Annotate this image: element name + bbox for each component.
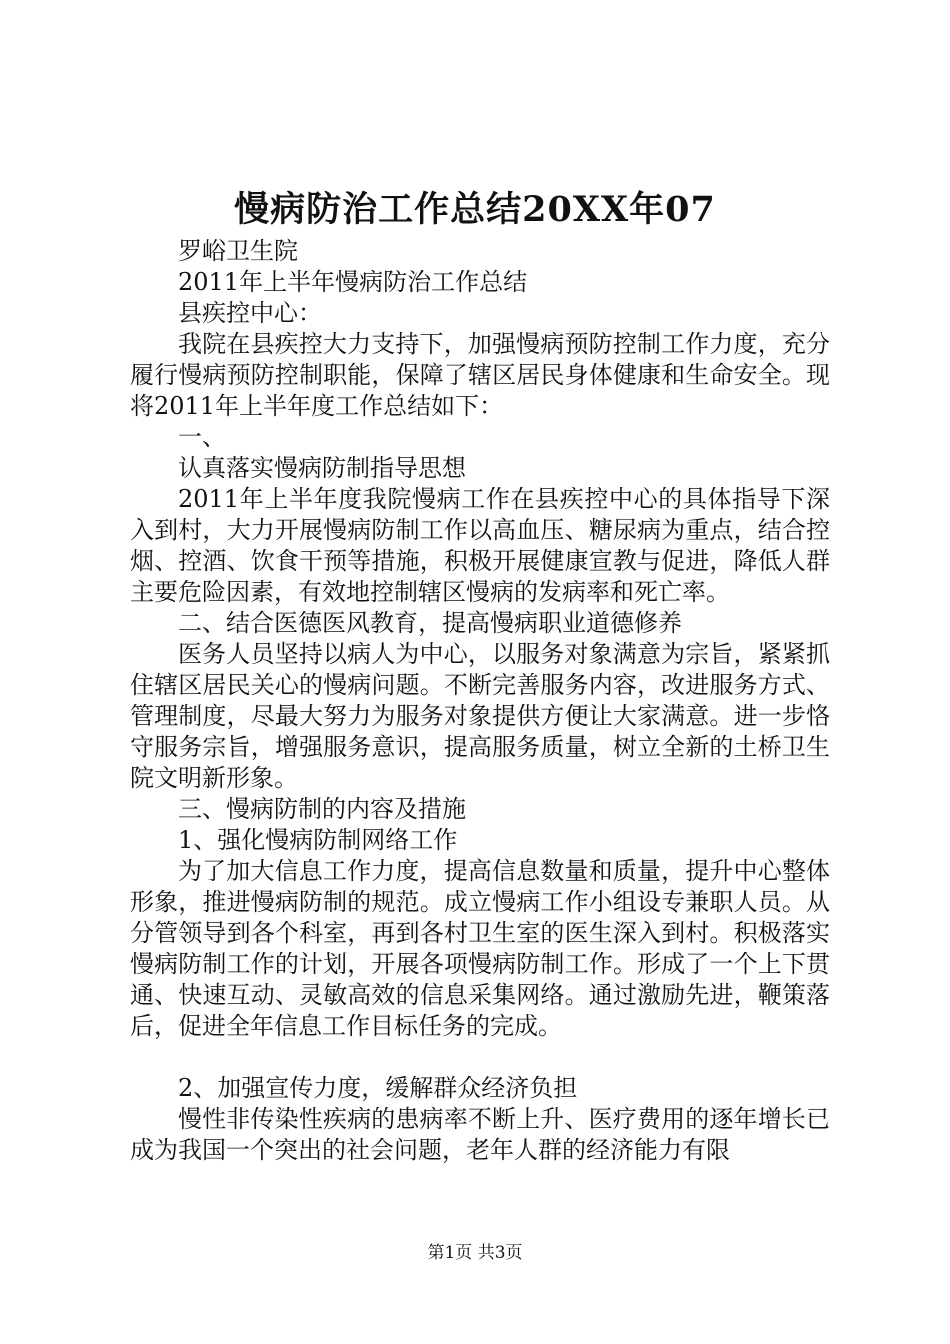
paragraph-section-one-number: 一、 — [178, 423, 226, 451]
paragraph-section-two-heading: 二、结合医德医风教育，提高慢病职业道德修养 — [178, 609, 682, 637]
document-body — [130, 236, 830, 1166]
document-title: 慢病防治工作总结20XX年07 — [234, 189, 716, 230]
paragraph-hospital-name: 罗峪卫生院 — [178, 237, 298, 265]
paragraph-subsection-two-body: 慢性非传染性疾病的患病率不断上升、医疗费用的逐年增长已成为我国一个突出的社会问题，老年人群的经济能力有限 — [130, 1105, 830, 1164]
paragraph-section-one-body: 2011年上半年度我院慢病工作在县疾控中心的具体指导下深入到村，大力开展慢病防制工作以高血压、糖尿病为重点，结合控烟、控酒、饮食干预等措施，积极开展健康宣教与促进，降低人群主要危险因素，有效地控制辖区慢病的发病率和死亡率。 — [130, 485, 830, 606]
paragraph-section-one-heading: 认真落实慢病防制指导思想 — [178, 454, 466, 482]
paragraph-subsection-one-heading: 1、强化慢病防制网络工作 — [178, 826, 458, 854]
page-number-footer: 第1页 共3页 — [427, 1243, 523, 1263]
paragraph-section-three-heading: 三、慢病防制的内容及措施 — [178, 795, 466, 823]
paragraph-addressee: 县疾控中心： — [178, 299, 322, 327]
paragraph-subsection-two-heading: 2、加强宣传力度，缓解群众经济负担 — [178, 1074, 578, 1102]
paragraph-intro: 我院在县疾控大力支持下，加强慢病预防控制工作力度，充分履行慢病预防控制职能，保障了辖区居民身体健康和生命安全。现将2011年上半年度工作总结如下： — [130, 330, 830, 420]
paragraph-subsection-one-body: 为了加大信息工作力度，提高信息数量和质量，提升中心整体形象，推进慢病防制的规范。成立慢病工作小组设专兼职人员。从分管领导到各个科室，再到各村卫生室的医生深入到村。积极落实慢病防制工作的计划，开展各项慢病防制工作。形成了一个上下贯通、快速互动、灵敏高效的信息采集网络。通过激励先进，鞭策落后，促进全年信息工作目标任务的完成。 — [130, 857, 830, 1040]
paragraph-report-title: 2011年上半年慢病防治工作总结 — [178, 268, 528, 296]
paragraph-section-two-body: 医务人员坚持以病人为中心，以服务对象满意为宗旨，紧紧抓住辖区居民关心的慢病问题。不断完善服务内容，改进服务方式、管理制度，尽最大努力为服务对象提供方便让大家满意。进一步恪守服务宗旨，增强服务意识，提高服务质量，树立全新的土桥卫生院文明新形象。 — [130, 640, 830, 792]
